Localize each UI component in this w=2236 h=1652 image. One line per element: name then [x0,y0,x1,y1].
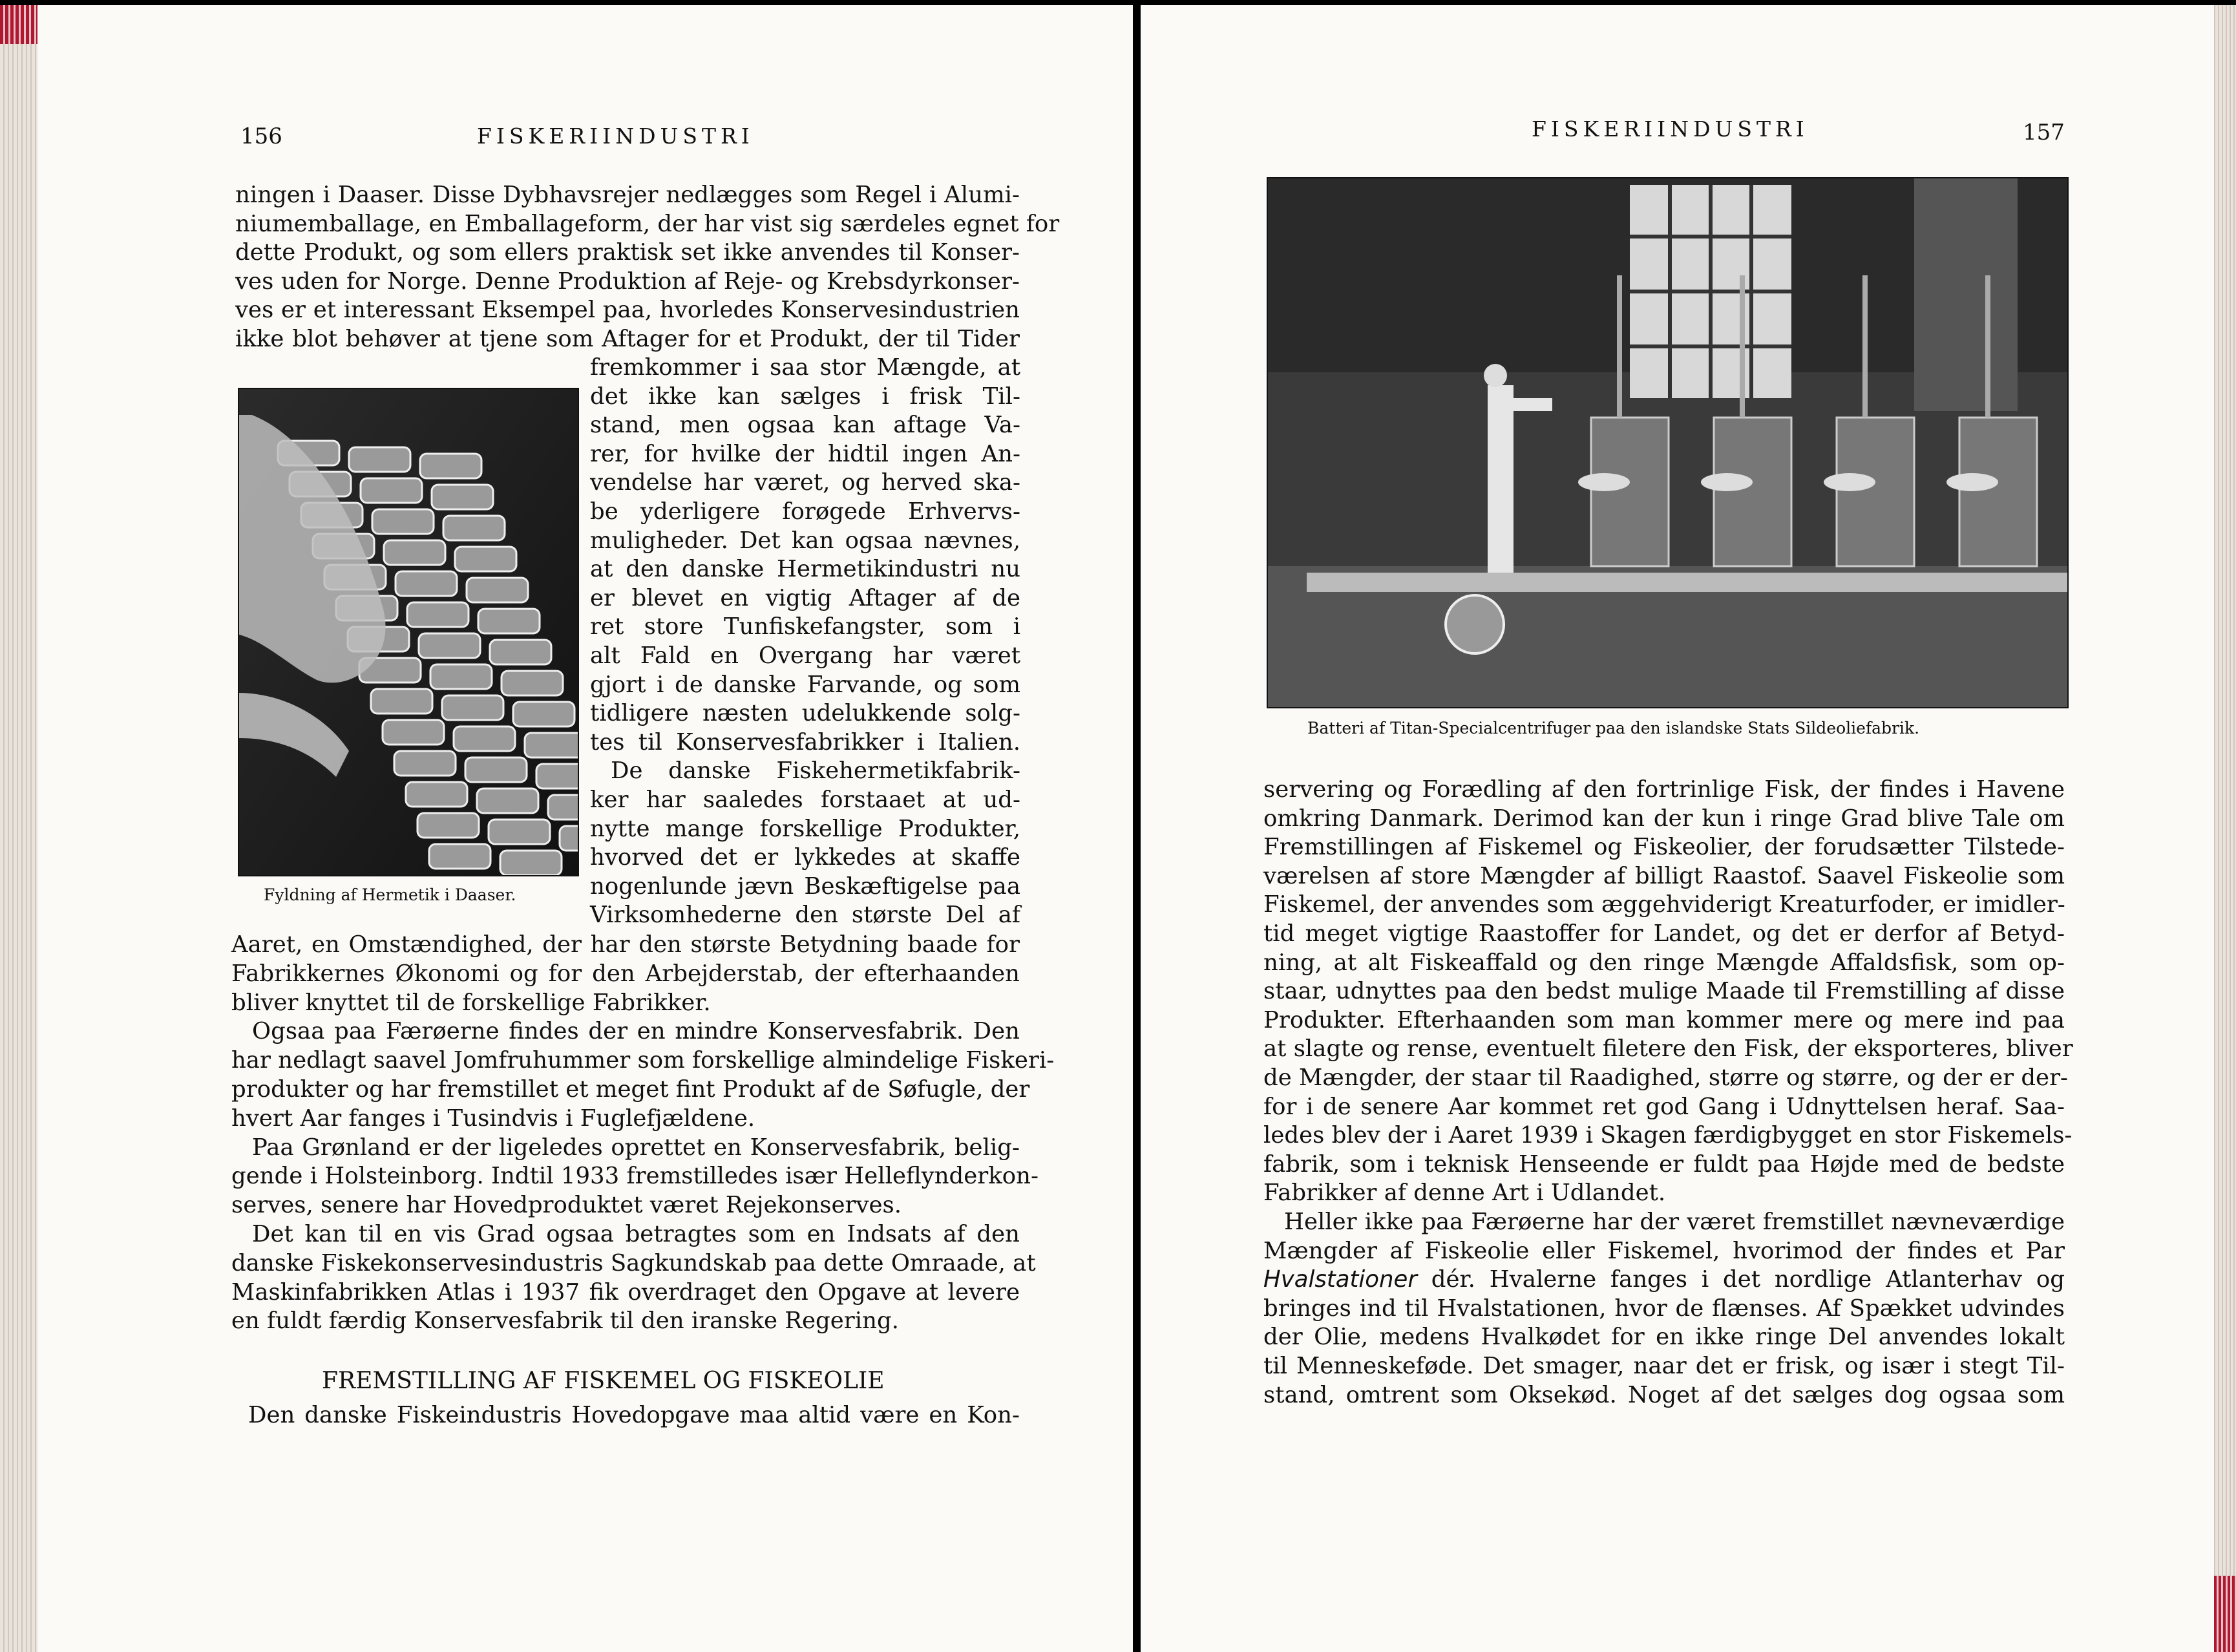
text-line: der Olie, medens Hvalkødet for en ikke ringe Del anvendes lokalt [1263,1324,2065,1351]
text-line: Det kan til en vis Grad ogsaa betragtes som en Indsats af den [252,1221,1020,1247]
text-line: ning, at alt Fiskeaffald og den ringe Mængde Affaldsfisk, som op- [1263,949,2065,976]
text-line: Paa Grønland er der ligeledes oprettet en Konservesfabrik, belig- [252,1134,1020,1161]
text-line: tid meget vigtige Raastoffer for Landet, og det er derfor af Betyd- [1263,920,2065,947]
text-line: for i de senere Aar kommet ret god Gang i Udnyttelsen heraf. Saa- [1263,1093,2065,1120]
text-line: ker har saaledes forstaaet at ud- [590,787,1020,813]
text-line: nogenlunde jævn Beskæftigelse paa [590,873,1020,900]
page-number-right: 157 [2023,120,2065,145]
text-line: tidligere næsten udelukkende solg- [590,700,1020,727]
text-line: at den danske Hermetikindustri nu [590,556,1020,583]
text-line: fremkommer i saa stor Mængde, at [590,354,1020,381]
text-line: ikke blot behøver at tjene som Aftager for et Produkt, der til Tider [235,326,1020,352]
text-line: muligheder. Det kan ogsaa nævnes, [590,527,1020,554]
centrifuge-bowl [1824,473,1875,491]
centrifuge-body [1591,418,1669,566]
left-final-line: Den danske Fiskeindustris Hovedopgave maa altid være en Kon- [248,1402,1020,1428]
left-page [0,5,1133,1652]
right-page [1141,5,2236,1652]
centrifuge-bowl [1701,473,1753,491]
text-line: værelsen af store Mængder af billigt Raastof. Saavel Fiskeolie som [1263,862,2065,889]
text-line: ves er et interessant Eksempel paa, hvorledes Konservesindustrien [235,297,1020,324]
text-line: niumemballage, en Emballageform, der har vist sig særdeles egnet for [235,210,1060,237]
text-line: bliver knyttet til de forskellige Fabrikker. [231,989,711,1016]
canning-photo-illustration [239,389,578,875]
can-shape [372,509,434,534]
can-shape [467,578,528,602]
text-line: servering og Forædling af den fortrinlige Fisk, der findes i Havene [1263,776,2065,803]
can-shape [384,540,445,565]
factory-photo-illustration [1268,178,2067,707]
can-shape [371,689,432,714]
text-line: nytte mange forskellige Produkter, [590,815,1020,842]
italic-term: Hvalstationer [1263,1266,1417,1293]
text-line: serves, senere har Hovedproduktet været Rejekonserves. [231,1192,902,1219]
text-line: Mængder af Fiskeolie eller Fiskemel, hvorimod der findes et Par [1263,1237,2065,1264]
text-line: hvert Aar fanges i Tusindvis i Fuglefjældene. [231,1105,755,1132]
running-head-left: FISKERIINDUSTRI [477,123,754,149]
text-line: Fabrikkernes Økonomi og for den Arbejderstab, der efterhaanden [231,960,1020,987]
text-line: fabrik, som i teknisk Henseende er fuldt paa Højde med de bedste [1263,1150,2065,1178]
photo-centrifuges [1267,177,2069,708]
text-line: Fiskemel, der anvendes som æggehviderigt Kreaturfoder, er imidler- [1263,891,2065,918]
text-line: gjort i de danske Farvande, og som [590,671,1020,698]
text-line: danske Fiskekonservesindustris Sagkundskab paa dette Omraade, at [231,1249,1036,1276]
text-line: det ikke kan sælges i frisk Til- [590,383,1020,410]
text-line: be yderligere forøgede Erhvervs- [590,498,1020,525]
text-line: Maskinfabrikken Atlas i 1937 fik overdraget den Opgave at levere [231,1278,1020,1306]
text-line: at slagte og rense, eventuelt filetere den Fisk, der eksporteres, bliver [1263,1035,2073,1063]
page-edges-left [0,5,37,1652]
text-line: Virksomhederne den største Del af [590,902,1020,929]
text-line: har nedlagt saavel Jomfruhummer som forskellige almindelige Fiskeri- [231,1047,1055,1074]
text-line: Produkter. Efterhaanden som man kommer mere og mere ind paa [1263,1006,2065,1033]
pipe [1985,275,1990,418]
text-line: tes til Konservesfabrikker i Italien. [590,728,1020,756]
text-line: De danske Fiskehermetikfabrik- [611,757,1020,785]
text-line: hvorved det er lykkedes at skaffe [590,844,1020,871]
can-shape [489,820,550,844]
can-shape [394,751,456,776]
text-line: Ogsaa paa Færøerne findes der en mindre Konservesfabrik. Den [252,1018,1020,1045]
pipe [1862,275,1868,418]
can-shape [548,795,578,820]
can-shape [361,478,422,503]
centrifuge-body [1959,418,2037,566]
can-shape [417,813,479,838]
can-shape [420,454,481,478]
pipe [1740,275,1745,418]
can-shape [500,851,562,875]
photo-canning [238,388,579,876]
centrifuge-bowl [1946,473,1998,491]
centrifuge-bowl [1578,473,1630,491]
can-shape [349,447,410,472]
text-line: ledes blev der i Aaret 1939 i Skagen færdigbygget en stor Fiskemels- [1263,1122,2073,1149]
text-line: til Menneskeføde. Det smager, naar det er frisk, og især i stegt Til- [1263,1353,2065,1379]
can-shape [443,516,505,540]
can-shape [396,571,457,596]
text-line: Fabrikker af denne Art i Udlandet. [1263,1180,1666,1207]
text-line: alt Fald en Overgang har været [590,642,1020,669]
text-line-italic [1263,1265,2065,1294]
text-line: Aaret, en Omstændighed, der har den største Betydning baade for [231,931,1020,958]
page-edges-right [2214,5,2236,1652]
text-line: Fremstillingen af Fiskemel og Fiskeolier, der forudsætter Tilstede- [1263,834,2065,861]
photo-caption-right: Batteri af Titan-Specialcentrifuger paa den islandske Stats Sildeoliefabrik. [1307,719,1920,737]
can-shape [490,640,551,664]
text-line: Heller ikke paa Færøerne har der været fremstillet nævneværdige [1284,1209,2065,1235]
can-shape [560,826,578,851]
can-shape [406,782,467,807]
can-shape [430,664,492,689]
text-line: bringes ind til Hvalstationen, hvor de flænses. Af Spækket udvindes [1263,1295,2065,1322]
can-shape [454,726,515,751]
can-shape [407,602,469,627]
text-line: en fuldt færdig Konservesfabrik til den iranske Regering. [231,1308,899,1335]
can-shape [536,764,578,789]
pipe [1617,275,1622,418]
can-shape [419,633,480,658]
running-head-right: FISKERIINDUSTRI [1532,116,1809,142]
can-shape [432,485,493,509]
text-line: omkring Danmark. Derimod kan der kun i ringe Grad blive Tale om [1263,805,2065,832]
centrifuge-body [1837,418,1914,566]
text-line: ningen i Daaser. Disse Dybhavsrejer nedlægges som Regel i Alumi- [235,182,1020,208]
can-shape [513,702,575,726]
can-shape [525,733,578,757]
italic-line-rest: dér. Hvalerne fanges i det nordlige Atlanterhav og [1417,1266,2065,1293]
text-line: er blevet en vigtig Aftager af de [590,584,1020,611]
can-shape [465,757,527,782]
text-line: produkter og har fremstillet et meget fint Produkt af de Søfugle, der [231,1076,1030,1103]
centrifuge-body [1714,418,1791,566]
can-shape [429,844,490,869]
can-shape [477,789,538,813]
text-line: staar, udnyttes paa den bedst mulige Maade til Fremstilling af disse [1263,978,2065,1005]
can-shape [501,671,563,695]
text-line: rer, for hvilke der hidtil ingen An- [590,440,1020,467]
page-number-left: 156 [240,123,282,149]
can-shape [455,547,516,571]
section-heading: FREMSTILLING AF FISKEMEL OG FISKEOLIE [322,1368,885,1394]
text-line: ves uden for Norge. Denne Produktion af Reje- og Krebsdyrkonser- [235,268,1020,295]
photo-caption-left: Fyldning af Hermetik i Daaser. [264,885,516,904]
text-line: stand, omtrent som Oksekød. Noget af det sælges dog ogsaa som [1263,1381,2065,1408]
text-line: vendelse har været, og herved ska- [590,469,1020,496]
text-line: dette Produkt, og som ellers praktisk set ikke anvendes til Konser- [235,239,1020,266]
can-shape [383,720,444,745]
text-line: stand, men ogsaa kan aftage Va- [590,412,1020,439]
can-shape [478,609,540,633]
can-shape [442,695,503,720]
text-line: ret store Tunfiskefangster, som i [590,613,1020,641]
text-line: de Mængder, der staar til Raadighed, større og større, og der er der- [1263,1064,2069,1091]
text-line: gende i Holsteinborg. Indtil 1933 fremstilledes især Helleflynderkon- [231,1163,1039,1190]
